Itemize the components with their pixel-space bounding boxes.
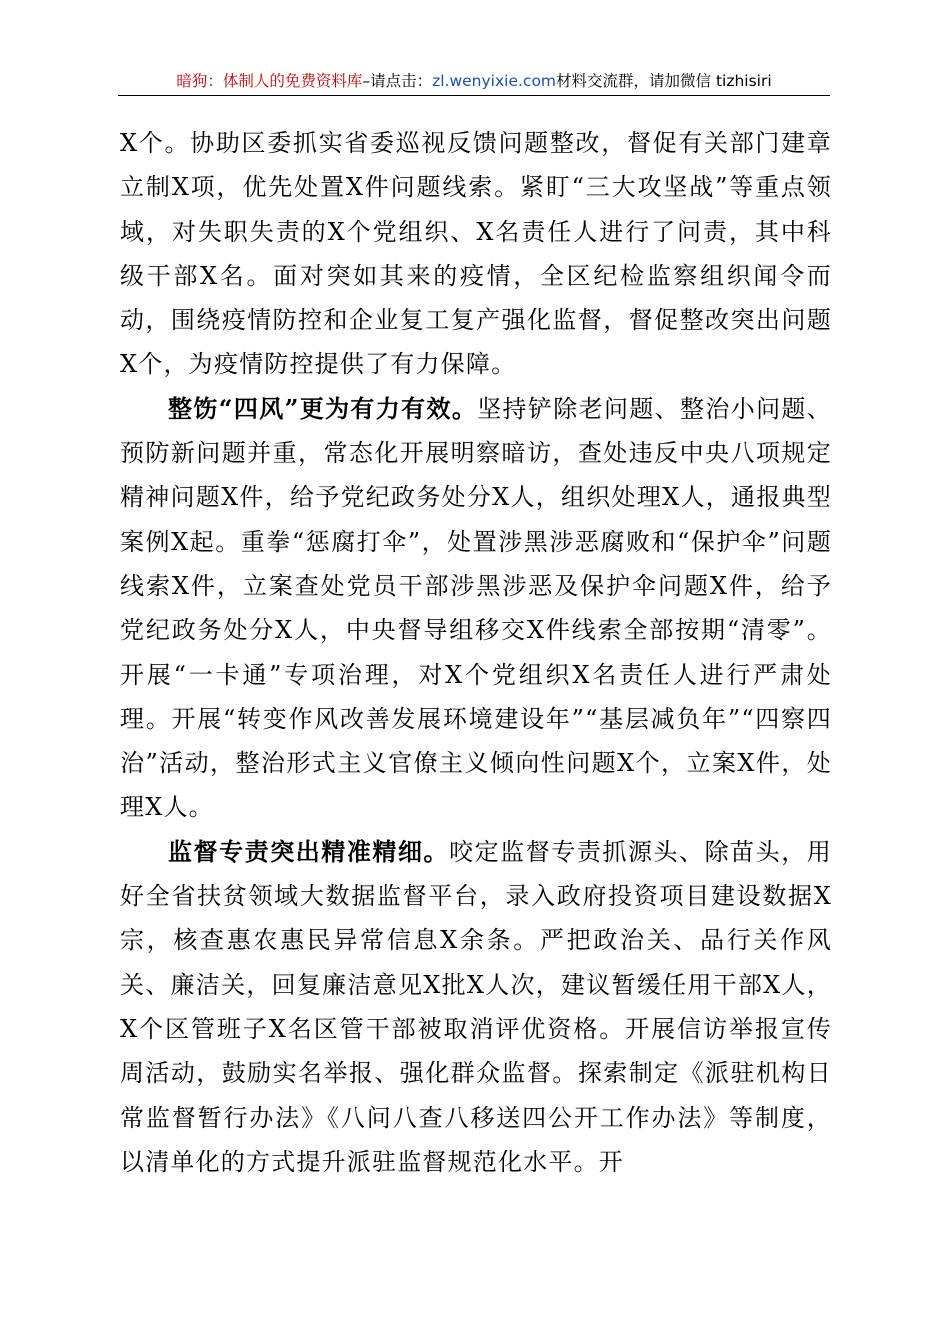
paragraph-3-heading: 监督专责突出精准精细。 <box>168 836 450 866</box>
paragraph-2-heading: 整饬“四风”更为有力有效。 <box>168 393 478 423</box>
header-site-name: 暗狗：体制人的免费资料库 <box>176 72 363 90</box>
header-divider <box>118 95 830 96</box>
paragraph-2 <box>120 387 832 830</box>
paragraph-1-text: X个。协助区委抓实省委巡视反馈问题整改，督促有关部门建章立制X项，优先处置X件问题线索。紧盯“三大攻坚战”等重点领域，对失职失责的X个党组织、X名责任人进行了问责，其中科级干部X名。面对突如其来的疫情，全区纪检监察组织闻令而动，围绕疫情防控和企业复工复产强化监督，督促整改突出问题X个，为疫情防控提供了有力保障。 <box>120 129 832 379</box>
header-link[interactable]: zl.wenyixie.com <box>432 72 557 90</box>
paragraph-3-text: 咬定监督专责抓源头、除苗头，用好全省扶贫领域大数据监督平台，录入政府投资项目建设数据X宗，核查惠农惠民异常信息X余条。严把政治关、品行关作风关、廉洁关，回复廉洁意见X批X人次，建议暂缓任用干部X人，X个区管班子X名区管干部被取消评优资格。开展信访举报宣传周活动，鼓励实名举报、强化群众监督。探索制定《派驻机构日常监督暂行办法》《八问八查八移送四公开工作办法》等制度，以清单化的方式提升派驻监督规范化水平。开 <box>120 837 833 1176</box>
document-body <box>120 121 832 1184</box>
paragraph-2-text: 坚持铲除老问题、整治小问题、预防新问题并重，常态化开展明察暗访，查处违反中央八项规定精神问题X件，给予党纪政务处分X人，组织处理X人，通报典型案例X起。重拳“惩腐打伞”，处置涉黑涉恶腐败和“保护伞”问题线索X件，立案查处党员干部涉黑涉恶及保护伞问题X件，给予党纪政务处分X人，中央督导组移交X件线索全部按期“清零”。开展“一卡通”专项治理，对X个党组织X名责任人进行严肃处理。开展“转变作风改善发展环境建设年”“基层减负年”“四察四治”活动，整治形式主义官僚主义倾向性问题X个，立案X件，处理X人。 <box>120 394 832 822</box>
paragraph-3 <box>120 830 832 1184</box>
header-wechat-note: 材料交流群，请加微信 tizhisiri <box>556 72 772 90</box>
paragraph-1 <box>120 121 832 387</box>
header-click-prompt: –请点击： <box>362 72 433 90</box>
page-header <box>118 68 830 94</box>
